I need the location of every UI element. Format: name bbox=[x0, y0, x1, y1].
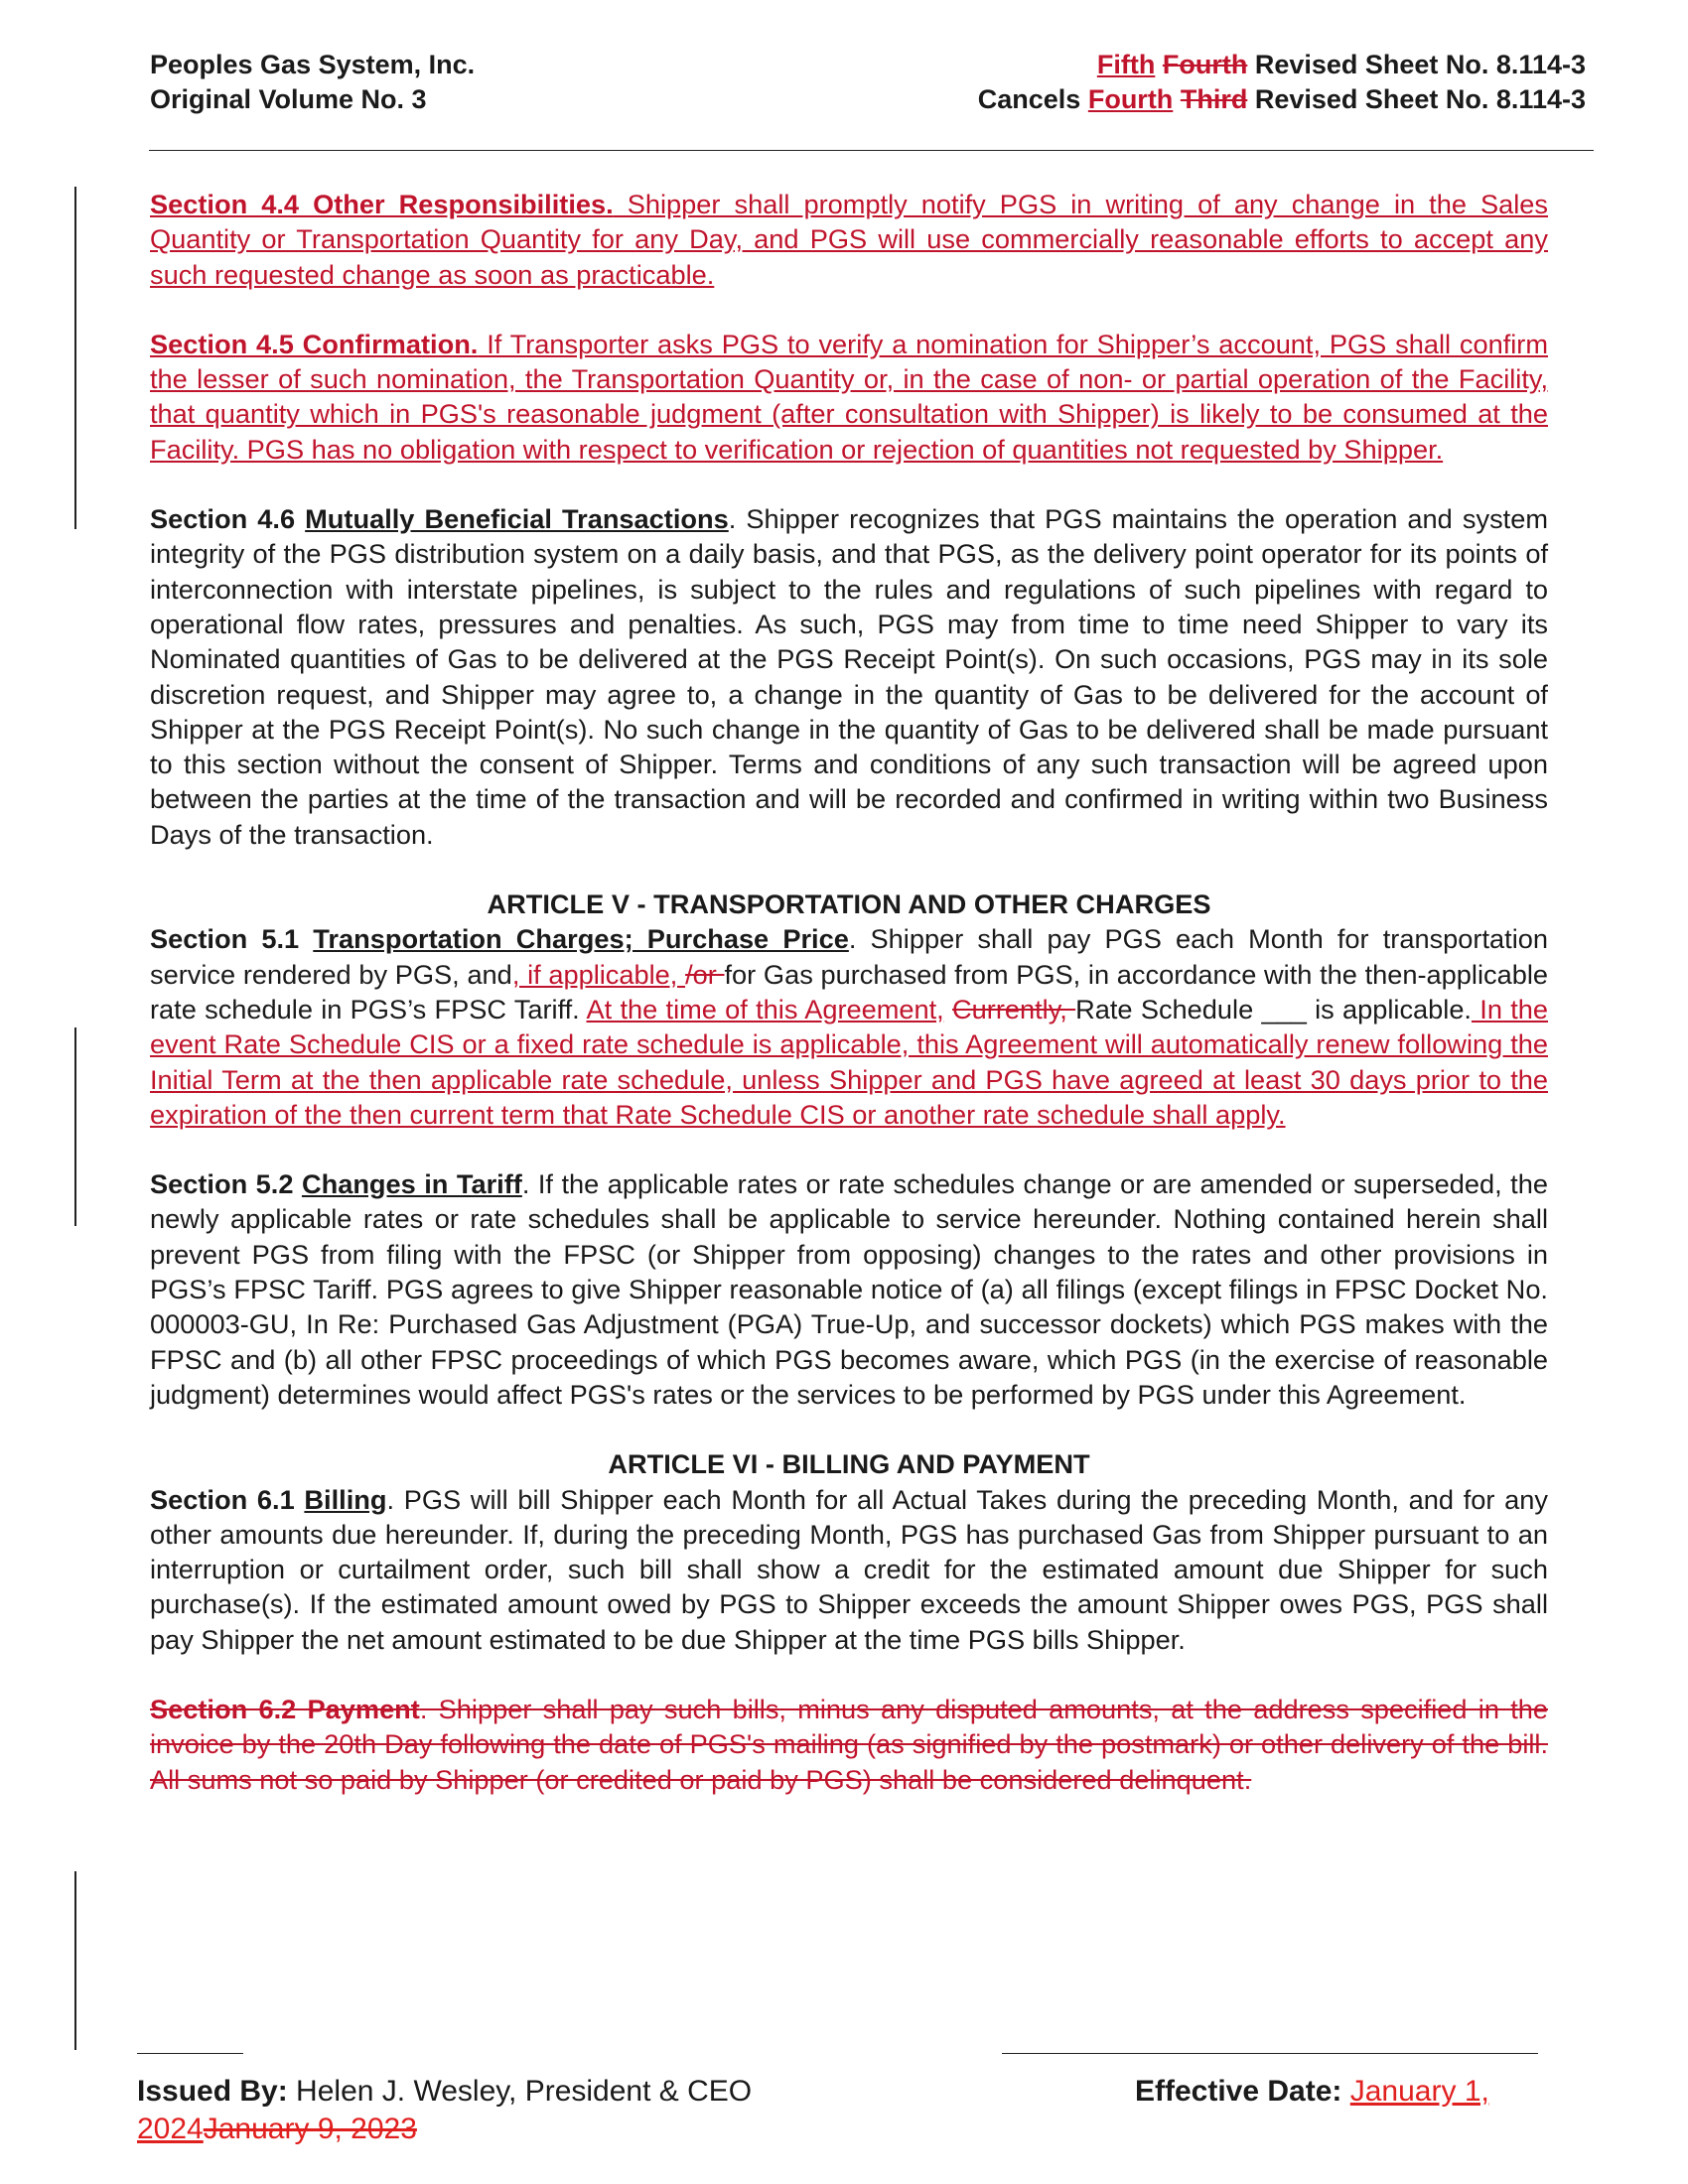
old-effective-date: January 9, 2023 bbox=[203, 2113, 417, 2145]
footer-divider bbox=[137, 2053, 243, 2054]
header-left bbox=[150, 48, 475, 117]
footer-divider bbox=[1002, 2053, 1538, 2054]
deleted-text: /or bbox=[685, 958, 725, 990]
change-bar bbox=[74, 1027, 76, 1226]
issued-label: Issued By: bbox=[137, 2075, 288, 2108]
section-5-1 bbox=[150, 921, 1548, 1132]
cancels-rest: Revised Sheet No. 8.114-3 bbox=[1247, 84, 1586, 114]
sheet-number-rest: Revised Sheet No. 8.114-3 bbox=[1247, 50, 1586, 79]
deleted-text: . Shipper shall pay such bills, minus any disputed amounts, at the address specified in the invoice by the 20th Day following the date of PGS's mailing (as signified by the postmark) or other delivery of the bill. All sums not so paid by Shipper (or credited or paid by PGS) shall be considered delinquent. bbox=[150, 1693, 1548, 1795]
article-6-heading: ARTICLE VI - BILLING AND PAYMENT bbox=[608, 1448, 1090, 1480]
section-text: . If the applicable rates or rate schedules change or are amended or superseded, the newly applicable rates or rate schedules shall be applicable to service hereunder. Nothing contained herein shall prevent PGS from filing with the FPSC (or Shipper from opposing) changes to the rates and other provisions in PGS’s FPSC Tariff. PGS agrees to give Shipper reasonable notice of (a) all filings (except filings in FPSC Docket No. 000003-GU, In Re: Purchased Gas Adjustment (PGA) True-Up, and successor dockets) which PGS makes with the FPSC and (b) all other FPSC proceedings of which PGS becomes aware, which PGS (in the exercise of reasonable judgment) determines would affect PGS's rates or the services to be performed by PGS under this Agreement. bbox=[150, 1168, 1548, 1410]
section-6-1 bbox=[150, 1482, 1548, 1657]
sheet-old-revision: Fourth bbox=[1162, 50, 1248, 79]
section-text: If Transporter asks PGS to verify a nomination for Shipper’s account, PGS shall confirm the lesser of such nomination, the Transportation Quantity or, in the case of non- or partial operation of the Facility, that quantity which in PGS's reasonable judgment (after consultation with Shipper) is likely to be consumed at the Facility. PGS has no obligation with respect to verification or rejection of quantities not requested by Shipper. bbox=[150, 328, 1548, 465]
section-heading: Section 4.5 Confirmation. bbox=[150, 328, 479, 359]
section-title: Transportation Charges; Purchase Price bbox=[313, 923, 849, 955]
section-4-4 bbox=[150, 187, 1548, 292]
sheet-new-revision: Fifth bbox=[1096, 50, 1156, 79]
new-effective-year: 2024 bbox=[137, 2113, 204, 2145]
section-text: Rate Schedule ___ is applicable. bbox=[1075, 993, 1472, 1024]
section-title: Changes in Tariff bbox=[301, 1168, 522, 1200]
section-title: Mutually Beneficial Transactions bbox=[305, 503, 729, 535]
section-5-2 bbox=[150, 1166, 1548, 1412]
section-4-5 bbox=[150, 327, 1548, 467]
deleted-section-title: Payment bbox=[307, 1693, 420, 1724]
section-heading: Section 4.4 Other Responsibilities. bbox=[150, 189, 614, 219]
volume-label: Original Volume No. 3 bbox=[150, 84, 427, 114]
inserted-text: At the time of this Agreement, bbox=[586, 993, 944, 1024]
effective-date bbox=[1135, 2073, 1489, 2111]
cancels-new-revision: Fourth bbox=[1087, 84, 1174, 114]
section-label: Section 5.1 bbox=[150, 923, 314, 955]
issuer-name: Helen J. Wesley, President & CEO bbox=[287, 2075, 753, 2108]
deleted-text: Currently, bbox=[952, 993, 1076, 1024]
section-4-6 bbox=[150, 501, 1548, 852]
change-bar bbox=[74, 1871, 76, 2050]
header-divider bbox=[149, 150, 1594, 151]
section-label: Section 5.2 bbox=[150, 1168, 302, 1200]
effective-label: Effective Date: bbox=[1135, 2075, 1350, 2108]
section-label: Section 4.6 bbox=[150, 503, 306, 535]
inserted-text: , if applicable, bbox=[511, 958, 686, 990]
issued-by bbox=[137, 2073, 752, 2111]
new-effective-date: January 1, bbox=[1349, 2075, 1489, 2108]
section-title: Billing bbox=[304, 1483, 387, 1515]
section-text: for Gas purchased from PGS, in accordance with the then-applicable rate schedule in PGS’s FPSC Tariff. bbox=[150, 958, 1548, 1024]
section-text: Shipper shall promptly notify PGS in writing of any change in the Sales Quantity or Transportation Quantity for any Day, and PGS will use commercially reasonable efforts to accept any such requested change as soon as practicable. bbox=[150, 189, 1549, 290]
cancels-label: Cancels bbox=[977, 84, 1088, 114]
article-5-heading: ARTICLE V - TRANSPORTATION AND OTHER CHARGES bbox=[487, 888, 1211, 920]
inserted-text: In the event Rate Schedule CIS or a fixed rate schedule is applicable, this Agreement will automatically renew following the Initial Term at the then applicable rate schedule, unless Shipper and PGS have agreed at least 30 days prior to the expiration of the then current term that Rate Schedule CIS or another rate schedule shall apply. bbox=[150, 993, 1549, 1130]
header-right bbox=[978, 48, 1586, 117]
cancels-old-revision: Third bbox=[1180, 84, 1248, 114]
sheet-number bbox=[978, 48, 1586, 82]
deleted-section-label: Section 6.2 bbox=[150, 1693, 308, 1724]
section-text: . Shipper recognizes that PGS maintains the operation and system integrity of the PGS distribution system on a daily basis, and that PGS, as the delivery point operator for its points of interconnection with interstate pipelines, is subject to the rules and regulations of such pipelines with regard to operational flow rates, pressures and penalties. As such, PGS may from time to time need Shipper to vary its Nominated quantities of Gas to be delivered at the PGS Receipt Point(s). On such occasions, PGS may in its sole discretion request, and Shipper may agree to, a change in the quantity of Gas to be delivered for the account of Shipper at the PGS Receipt Point(s). No such change in the quantity of Gas to be delivered shall be made pursuant to this section without the consent of Shipper. Terms and conditions of any such transaction will be agreed upon between the parties at the time of the transaction and will be recorded and confirmed in writing within two Business Days of the transaction. bbox=[150, 503, 1548, 850]
section-6-2 bbox=[150, 1692, 1548, 1797]
change-bar bbox=[74, 187, 76, 529]
section-text: . PGS will bill Shipper each Month for all Actual Takes during the preceding Month, and for any other amounts due hereunder. If, during the preceding Month, PGS has purchased Gas from Shipper pursuant to an interruption or curtailment order, such bill shall show a credit for the estimated amount due Shipper for such purchase(s). If the estimated amount owed by PGS to Shipper exceeds the amount Shipper owes PGS, PGS shall pay Shipper the net amount estimated to be due Shipper at the time PGS bills Shipper. bbox=[150, 1483, 1548, 1655]
cancels-line bbox=[978, 82, 1586, 117]
document-body bbox=[150, 187, 1548, 1832]
section-label: Section 6.1 bbox=[150, 1483, 305, 1515]
section-text: . Shipper shall pay PGS each Month for transportation service rendered by PGS, and bbox=[150, 923, 1548, 990]
effective-date-cont bbox=[137, 2111, 417, 2148]
company-name: Peoples Gas System, Inc. bbox=[150, 50, 476, 79]
